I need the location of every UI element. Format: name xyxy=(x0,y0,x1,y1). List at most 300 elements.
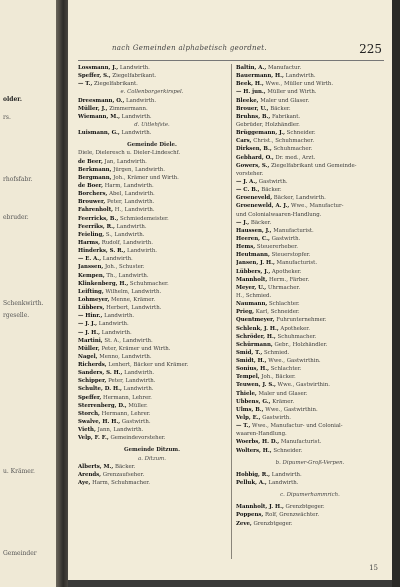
entry-occupation: vorsteher. xyxy=(236,170,264,177)
entry-occupation: Gastwirth. xyxy=(269,235,301,242)
entry-occupation: Landwirth. xyxy=(283,73,316,80)
directory-entry xyxy=(236,145,384,153)
directory-entry xyxy=(236,227,384,235)
directory-entry xyxy=(236,64,384,72)
directory-entry xyxy=(236,316,384,324)
directory-entry xyxy=(78,280,226,288)
entry-occupation: Wwe., Gastwirthin. xyxy=(263,406,318,413)
directory-entry xyxy=(78,337,226,345)
directory-entry xyxy=(236,511,384,519)
entry-name: — Hinr., xyxy=(78,313,103,320)
directory-entry xyxy=(78,304,226,312)
page-header xyxy=(68,42,392,56)
entry-name: Schürmann, xyxy=(236,341,273,348)
entry-occupation: Jürgen, Landwirth. xyxy=(111,166,165,173)
entry-name: Janssen, xyxy=(78,264,104,271)
directory-entry xyxy=(78,129,226,137)
entry-name: Ubbens, G., xyxy=(236,398,271,405)
directory-entry xyxy=(236,430,384,438)
entry-occupation: Landwirth. xyxy=(100,329,132,336)
directory-entry xyxy=(78,215,226,223)
entry-occupation: Lenhert, Bäcker und Krämer. xyxy=(106,362,189,369)
directory-entry xyxy=(236,88,384,96)
entry-occupation: Maler und Glaser. xyxy=(258,97,310,104)
entry-name: Alberts, M., xyxy=(78,463,114,470)
entry-occupation: Apotheker. xyxy=(270,268,302,275)
directory-entry xyxy=(78,80,226,88)
entry-occupation: Gastwirth. xyxy=(260,415,291,422)
entry-name: — J., xyxy=(236,219,250,226)
right-column xyxy=(236,64,384,559)
entry-name: Richerds, xyxy=(78,362,107,369)
directory-entry xyxy=(236,308,384,316)
entry-occupation: Abel, Landwirth. xyxy=(107,191,155,198)
directory-entry xyxy=(78,206,226,214)
entry-occupation: Ziegelfabrikant und Gemeinde- xyxy=(269,162,357,169)
directory-entry xyxy=(78,198,226,206)
directory-entry xyxy=(236,325,384,333)
entry-name: Sanders, S. H., xyxy=(78,370,123,377)
entry-occupation: Schneider. xyxy=(284,130,316,137)
entry-occupation: Gastwirth. xyxy=(257,178,288,185)
entry-name: Brouer, U., xyxy=(236,105,269,112)
entry-occupation: Schuhmacher. xyxy=(275,333,317,340)
directory-entry xyxy=(236,390,384,398)
entry-name: — J. H., xyxy=(78,329,100,336)
directory-entry xyxy=(236,251,384,259)
entry-occupation: Peter, Landwirth. xyxy=(105,199,155,206)
entry-name: Brouwer, xyxy=(78,199,106,206)
entry-occupation: Schlachter. xyxy=(269,366,302,373)
entry-occupation: Peter, Krämer und Wirth. xyxy=(99,345,171,352)
entry-name: Bleeke, xyxy=(236,97,259,104)
entry-name: — H. jun., xyxy=(236,89,266,96)
entry-name: Schröder, H., xyxy=(236,333,276,340)
directory-entry xyxy=(236,349,384,357)
directory-entry xyxy=(78,418,226,426)
directory-entry xyxy=(236,211,384,219)
entry-name: Sonius, H., xyxy=(236,366,270,373)
entry-occupation: Steuerstopfer. xyxy=(269,252,311,259)
directory-entry xyxy=(78,410,226,418)
adjacent-page-fragment: older. xyxy=(3,96,22,103)
left-column xyxy=(78,64,226,559)
directory-entry xyxy=(236,80,384,88)
entry-occupation: und Colonialwaaren-Handlung. xyxy=(236,211,322,218)
directory-entry xyxy=(236,471,384,479)
directory-entry xyxy=(236,357,384,365)
entry-occupation: Landwirth. xyxy=(122,370,155,377)
directory-entry xyxy=(236,479,384,487)
directory-entry xyxy=(236,97,384,105)
entry-name: Fahrenholt, xyxy=(78,207,114,214)
entry-name: Schulte, D. H., xyxy=(78,386,122,393)
entry-name: Müller, J., xyxy=(78,105,108,112)
entry-name: Jansen, J. H., xyxy=(236,260,275,267)
entry-occupation: Schneider. xyxy=(271,447,303,454)
entry-occupation: Landwirth. xyxy=(124,97,157,104)
directory-entry xyxy=(236,520,384,528)
entry-occupation: Wwe., Müller und Wirth. xyxy=(263,81,334,88)
entry-occupation: Joh., Schuster. xyxy=(103,264,145,271)
entry-name: Müller, xyxy=(78,345,100,352)
entry-occupation: Rudolf, Landwirth. xyxy=(100,239,153,246)
adjacent-page-fragment: u. Krämer. xyxy=(3,468,35,475)
entry-occupation: Landwirth. xyxy=(266,480,299,487)
entry-name: Smid, T., xyxy=(236,349,263,356)
entry-name: Mannholt, xyxy=(236,276,268,283)
directory-entry xyxy=(78,385,226,393)
directory-entry xyxy=(236,503,384,511)
entry-name: — E. A., xyxy=(78,256,102,263)
entry-occupation: Herm., Färber. xyxy=(267,276,310,283)
entry-occupation: Landwirth. xyxy=(270,471,302,478)
entry-name: Lübbers, xyxy=(78,305,105,312)
entry-name: Heutmann, xyxy=(236,252,270,259)
adjacent-page-fragment: rgeselle. xyxy=(3,312,30,319)
directory-entry xyxy=(78,345,226,353)
entry-occupation: Bäcker. xyxy=(268,105,291,112)
directory-entry xyxy=(236,300,384,308)
directory-entry xyxy=(78,231,226,239)
entry-occupation: Wwe., Manufactur- und Colonial- xyxy=(250,423,343,430)
entry-occupation: Jan, Landwirth. xyxy=(102,158,147,165)
page-edge-shadow xyxy=(392,0,400,587)
directory-entry xyxy=(78,64,226,72)
entry-name: Sterrenberg, D., xyxy=(78,402,127,409)
entry-occupation: Herbert, Landwirth. xyxy=(104,305,162,312)
entry-occupation: Gastwirth. xyxy=(120,419,151,426)
entry-occupation: Fuhrunternehmer. xyxy=(274,317,327,324)
entry-name: Baltin, A., xyxy=(236,65,267,71)
directory-entry xyxy=(236,292,384,300)
directory-entry xyxy=(78,402,226,410)
directory-entry xyxy=(236,259,384,267)
directory-entry xyxy=(78,320,226,328)
directory-entry xyxy=(236,398,384,406)
directory-entry xyxy=(236,406,384,414)
directory-entry xyxy=(236,129,384,137)
directory-entry xyxy=(236,154,384,162)
entry-occupation: Zimmermann. xyxy=(107,105,148,112)
entry-occupation: Bäcker. xyxy=(249,219,272,226)
entry-occupation: Hermann, Lehrer. xyxy=(99,410,151,417)
entry-name: Lübbers, J., xyxy=(236,268,271,275)
entry-name: de Beer, xyxy=(78,158,103,165)
entry-occupation: Schmied. xyxy=(262,349,290,356)
entry-name: Smidt, H., xyxy=(236,358,267,365)
entry-name: Feieling, xyxy=(78,231,105,238)
directory-entry xyxy=(236,72,384,80)
directory-entry xyxy=(236,422,384,430)
entry-occupation: Gebrüder, Holzhändler. xyxy=(236,121,300,128)
book-gutter xyxy=(56,0,68,587)
entry-occupation: Grenzaufseher. xyxy=(101,471,145,478)
entry-occupation: Fabrikant. xyxy=(270,113,301,120)
entry-name: Velp, F. F., xyxy=(78,435,109,442)
directory-entry xyxy=(236,186,384,194)
entry-name: Naumann, xyxy=(236,301,268,308)
entry-occupation: Müller und Wirth. xyxy=(265,89,317,96)
entry-occupation: Karl, Schneider. xyxy=(254,309,300,316)
entry-name: Bruhns, B., xyxy=(236,113,271,120)
entry-occupation: Bäcker. xyxy=(259,187,282,194)
entry-occupation: Rolf, Grenzwächter. xyxy=(263,512,320,519)
entry-name: Lohmeyer, xyxy=(78,296,110,303)
directory-entry xyxy=(236,373,384,381)
entry-name: Tempel, xyxy=(236,374,260,381)
column-divider xyxy=(231,64,232,559)
entry-occupation: Manufacturist. xyxy=(274,260,318,267)
directory-entry xyxy=(78,463,226,471)
entry-occupation: Diele, Dieleresch u. Dieler-Lindeschf. xyxy=(78,150,181,157)
directory-entry xyxy=(78,182,226,190)
entry-name: Speffer, xyxy=(78,394,102,401)
locality-heading: d. Uitlehfste. xyxy=(134,121,170,128)
entry-name: Teuwen, J. S., xyxy=(236,382,276,389)
adjacent-page-fragment: rhofsfabr. xyxy=(3,176,33,183)
entry-occupation: Ziegelfabrikant. xyxy=(92,81,138,88)
adjacent-page-fragment: rs. xyxy=(3,114,11,121)
directory-entry xyxy=(78,113,226,121)
directory-entry xyxy=(78,329,226,337)
directory-entry xyxy=(78,394,226,402)
directory-entry xyxy=(78,97,226,105)
entry-name: Nagel, xyxy=(78,353,98,360)
entry-name: Wolters, H., xyxy=(236,447,272,454)
entry-name: de Boer, xyxy=(78,182,103,189)
entry-occupation: Müller. xyxy=(126,402,148,409)
entry-name: Bauermann, H., xyxy=(236,73,284,80)
entry-occupation: Manufacturist. xyxy=(271,227,314,234)
directory-entry xyxy=(78,166,226,174)
entry-name: Luismann, G., xyxy=(78,130,120,137)
locality-heading: a. Ditzum. xyxy=(138,455,166,462)
entry-name: — C. B., xyxy=(236,187,260,194)
entry-name: Brüggemann, J., xyxy=(236,130,285,137)
entry-occupation: Landwirth. xyxy=(102,313,135,320)
directory-entry xyxy=(236,113,384,121)
directory-entry xyxy=(78,255,226,263)
entry-name: Borchers, xyxy=(78,191,108,198)
entry-occupation: Bäcker. xyxy=(113,463,136,470)
entry-name: Velp, E., xyxy=(236,415,261,422)
directory-entry xyxy=(236,284,384,292)
entry-name: Dirksen, B., xyxy=(236,146,272,153)
adjacent-page-fragment: Schenkwirth. xyxy=(3,300,44,307)
entry-name: — T., xyxy=(78,81,93,88)
directory-entry xyxy=(236,381,384,389)
directory-entry xyxy=(78,361,226,369)
entry-occupation: Steuererheber. xyxy=(255,244,298,251)
entry-occupation: Uhrmacher. xyxy=(266,284,301,291)
entry-name: Swalve, H. H., xyxy=(78,419,121,426)
entry-occupation: Wwe., Gastwirthin. xyxy=(275,382,330,389)
directory-entry xyxy=(78,377,226,385)
directory-entry xyxy=(236,137,384,145)
entry-name: Gowers, S., xyxy=(236,162,270,169)
adjacent-page-fragment: ebruder. xyxy=(3,214,29,221)
directory-entry xyxy=(236,414,384,422)
directory-entry xyxy=(236,121,384,129)
adjacent-page-strip xyxy=(0,0,56,587)
adjacent-page-fragment: Gemeinder xyxy=(3,550,37,557)
entry-occupation: Harm, Landwirth. xyxy=(102,182,154,189)
entry-occupation: Manufactur. xyxy=(266,65,302,71)
directory-entry xyxy=(236,235,384,243)
entry-name: Thiele, xyxy=(236,390,257,397)
directory-entry xyxy=(236,341,384,349)
directory-entry xyxy=(236,178,384,186)
entry-occupation: Dr. med., Arzt. xyxy=(273,154,316,161)
entry-name: Klinkenberg, H., xyxy=(78,280,129,287)
entry-name: Groeneveld, xyxy=(236,195,273,202)
entry-name: Dreesmann, O., xyxy=(78,97,125,104)
directory-entry xyxy=(78,174,226,182)
entry-name: Speffer, S., xyxy=(78,73,111,80)
entry-name: Vieth, xyxy=(78,427,96,434)
entry-name: Meyer, U., xyxy=(236,284,267,291)
directory-entry xyxy=(78,426,226,434)
entry-name: Bergmann, xyxy=(78,174,112,181)
entry-name: Pelluk, A., xyxy=(236,480,267,487)
directory-entry xyxy=(78,263,226,271)
entry-name: — J. A., xyxy=(236,178,258,185)
entry-occupation: Landwirth. xyxy=(114,223,147,230)
entry-occupation: S., Landwirth. xyxy=(104,231,145,238)
directory-entry xyxy=(78,272,226,280)
entry-name: Feerriks, R., xyxy=(78,223,115,230)
directory-entry xyxy=(78,288,226,296)
municipality-heading: Gemeinde Ditzum. xyxy=(124,447,180,454)
entry-name: Storch, xyxy=(78,410,100,417)
entry-name: Leifting, xyxy=(78,288,104,295)
entry-name: Hems, xyxy=(236,244,256,251)
locality-heading: e. Collenborgerkirspel. xyxy=(120,89,184,96)
entry-name: Wiemann, M., xyxy=(78,113,120,120)
entry-name: Kempen, xyxy=(78,272,105,279)
entry-name: Feerricks, B., xyxy=(78,215,119,222)
directory-page xyxy=(68,0,392,580)
entry-occupation: H., Schmied. xyxy=(236,292,272,299)
entry-occupation: St. A., Landwirth. xyxy=(102,337,153,344)
locality-heading: c. Dipumerhammrich. xyxy=(280,492,340,499)
entry-name: — T., xyxy=(236,423,251,430)
entry-occupation: Landwirth. xyxy=(125,248,158,255)
entry-occupation: Peter, Landwirth. xyxy=(106,378,156,385)
entry-occupation: Manufacturist. xyxy=(279,439,322,446)
entry-occupation: Landwirth. xyxy=(121,386,154,393)
directory-entry xyxy=(78,312,226,320)
entry-occupation: Bäcker, Landwirth. xyxy=(272,195,326,202)
entry-name: Mannholt, J. H., xyxy=(236,504,284,511)
entry-occupation: Ziegelfabrikant. xyxy=(110,73,157,80)
entry-name: Zeve, xyxy=(236,520,252,527)
entry-occupation: Landwirth. xyxy=(119,113,152,120)
signature-mark: 15 xyxy=(369,564,378,572)
entry-name: Aye, xyxy=(78,480,91,487)
directory-entry xyxy=(78,434,226,442)
directory-entry xyxy=(78,369,226,377)
header-rule xyxy=(78,60,384,61)
entry-occupation: Grenzbtgeger. xyxy=(251,520,293,527)
page-number: 225 xyxy=(359,42,382,56)
entry-occupation: Landwirth. xyxy=(101,256,133,263)
directory-entry xyxy=(78,471,226,479)
entry-name: Berkmann, xyxy=(78,166,112,173)
entry-name: Poppens, xyxy=(236,512,264,519)
entry-name: Prieg, xyxy=(236,309,255,316)
directory-entry xyxy=(78,296,226,304)
directory-entry xyxy=(78,239,226,247)
entry-occupation: Joh., Krämer und Wirth. xyxy=(111,174,179,181)
directory-entry xyxy=(236,447,384,455)
entry-name: Hinderks, S. R., xyxy=(78,248,126,255)
entry-name: Lossmann, J., xyxy=(78,65,119,71)
entry-occupation: Menne, Krämer. xyxy=(109,296,156,303)
directory-entry xyxy=(78,158,226,166)
entry-occupation: Landwirth. xyxy=(118,65,150,71)
entry-name: Haussen, J., xyxy=(236,227,272,234)
entry-occupation: Hermann, Lehrer. xyxy=(101,394,152,401)
entry-name: Hobbig, R., xyxy=(236,471,271,478)
directory-entry xyxy=(236,438,384,446)
entry-occupation: Landwirth. xyxy=(119,130,152,137)
directory-entry xyxy=(236,105,384,113)
locality-heading: b. Dipumer-Groß-Verpen. xyxy=(275,459,345,466)
entry-name: — J. J., xyxy=(78,321,98,328)
entry-name: Groeneweld, A. J., xyxy=(236,203,290,210)
entry-name: Ulms, B., xyxy=(236,406,264,413)
directory-entry xyxy=(236,365,384,373)
directory-entry xyxy=(78,479,226,487)
entry-occupation: Gemeindevorsteher. xyxy=(108,435,166,442)
entry-name: Beek, H., xyxy=(236,81,264,88)
entry-name: Schipper, xyxy=(78,378,107,385)
entry-occupation: H., Landwirth. xyxy=(113,207,155,214)
entry-occupation: Wwe., Manufactur- xyxy=(289,203,344,210)
entry-occupation: Schmiedemeister. xyxy=(118,215,169,222)
entry-occupation: Maler und Glaser. xyxy=(256,390,308,397)
directory-entry xyxy=(236,333,384,341)
directory-entry xyxy=(78,72,226,80)
entry-occupation: Schuhmacher. xyxy=(271,146,313,153)
entry-occupation: Jann, Landwirth. xyxy=(95,427,144,434)
entry-occupation: Menno, Landwirth. xyxy=(97,353,152,360)
entry-name: Arends, xyxy=(78,471,102,478)
directory-entry xyxy=(236,170,384,178)
entry-occupation: Harm, Schuhmacher. xyxy=(90,480,150,487)
directory-entry xyxy=(236,276,384,284)
directory-entry xyxy=(236,243,384,251)
running-title: nach Gemeinden alphabetisch geordnet. xyxy=(112,44,267,52)
entry-occupation: Schlachter. xyxy=(267,301,300,308)
entry-occupation: Grenzbtgeger. xyxy=(283,504,325,511)
entry-name: Gebhard, O., xyxy=(236,154,274,161)
entry-name: Heeren, C., xyxy=(236,235,270,242)
entry-name: Quentmeyer, xyxy=(236,317,275,324)
entry-name: Martini, xyxy=(78,337,103,344)
directory-entry xyxy=(78,223,226,231)
directory-entry xyxy=(78,105,226,113)
directory-entry xyxy=(78,190,226,198)
directory-entry xyxy=(236,219,384,227)
entry-occupation: Th., Landwirth. xyxy=(104,272,149,279)
entry-name: Cars, xyxy=(236,138,252,145)
directory-entry xyxy=(78,247,226,255)
directory-entry xyxy=(236,162,384,170)
entry-occupation: Joh., Bäcker. xyxy=(259,374,296,381)
